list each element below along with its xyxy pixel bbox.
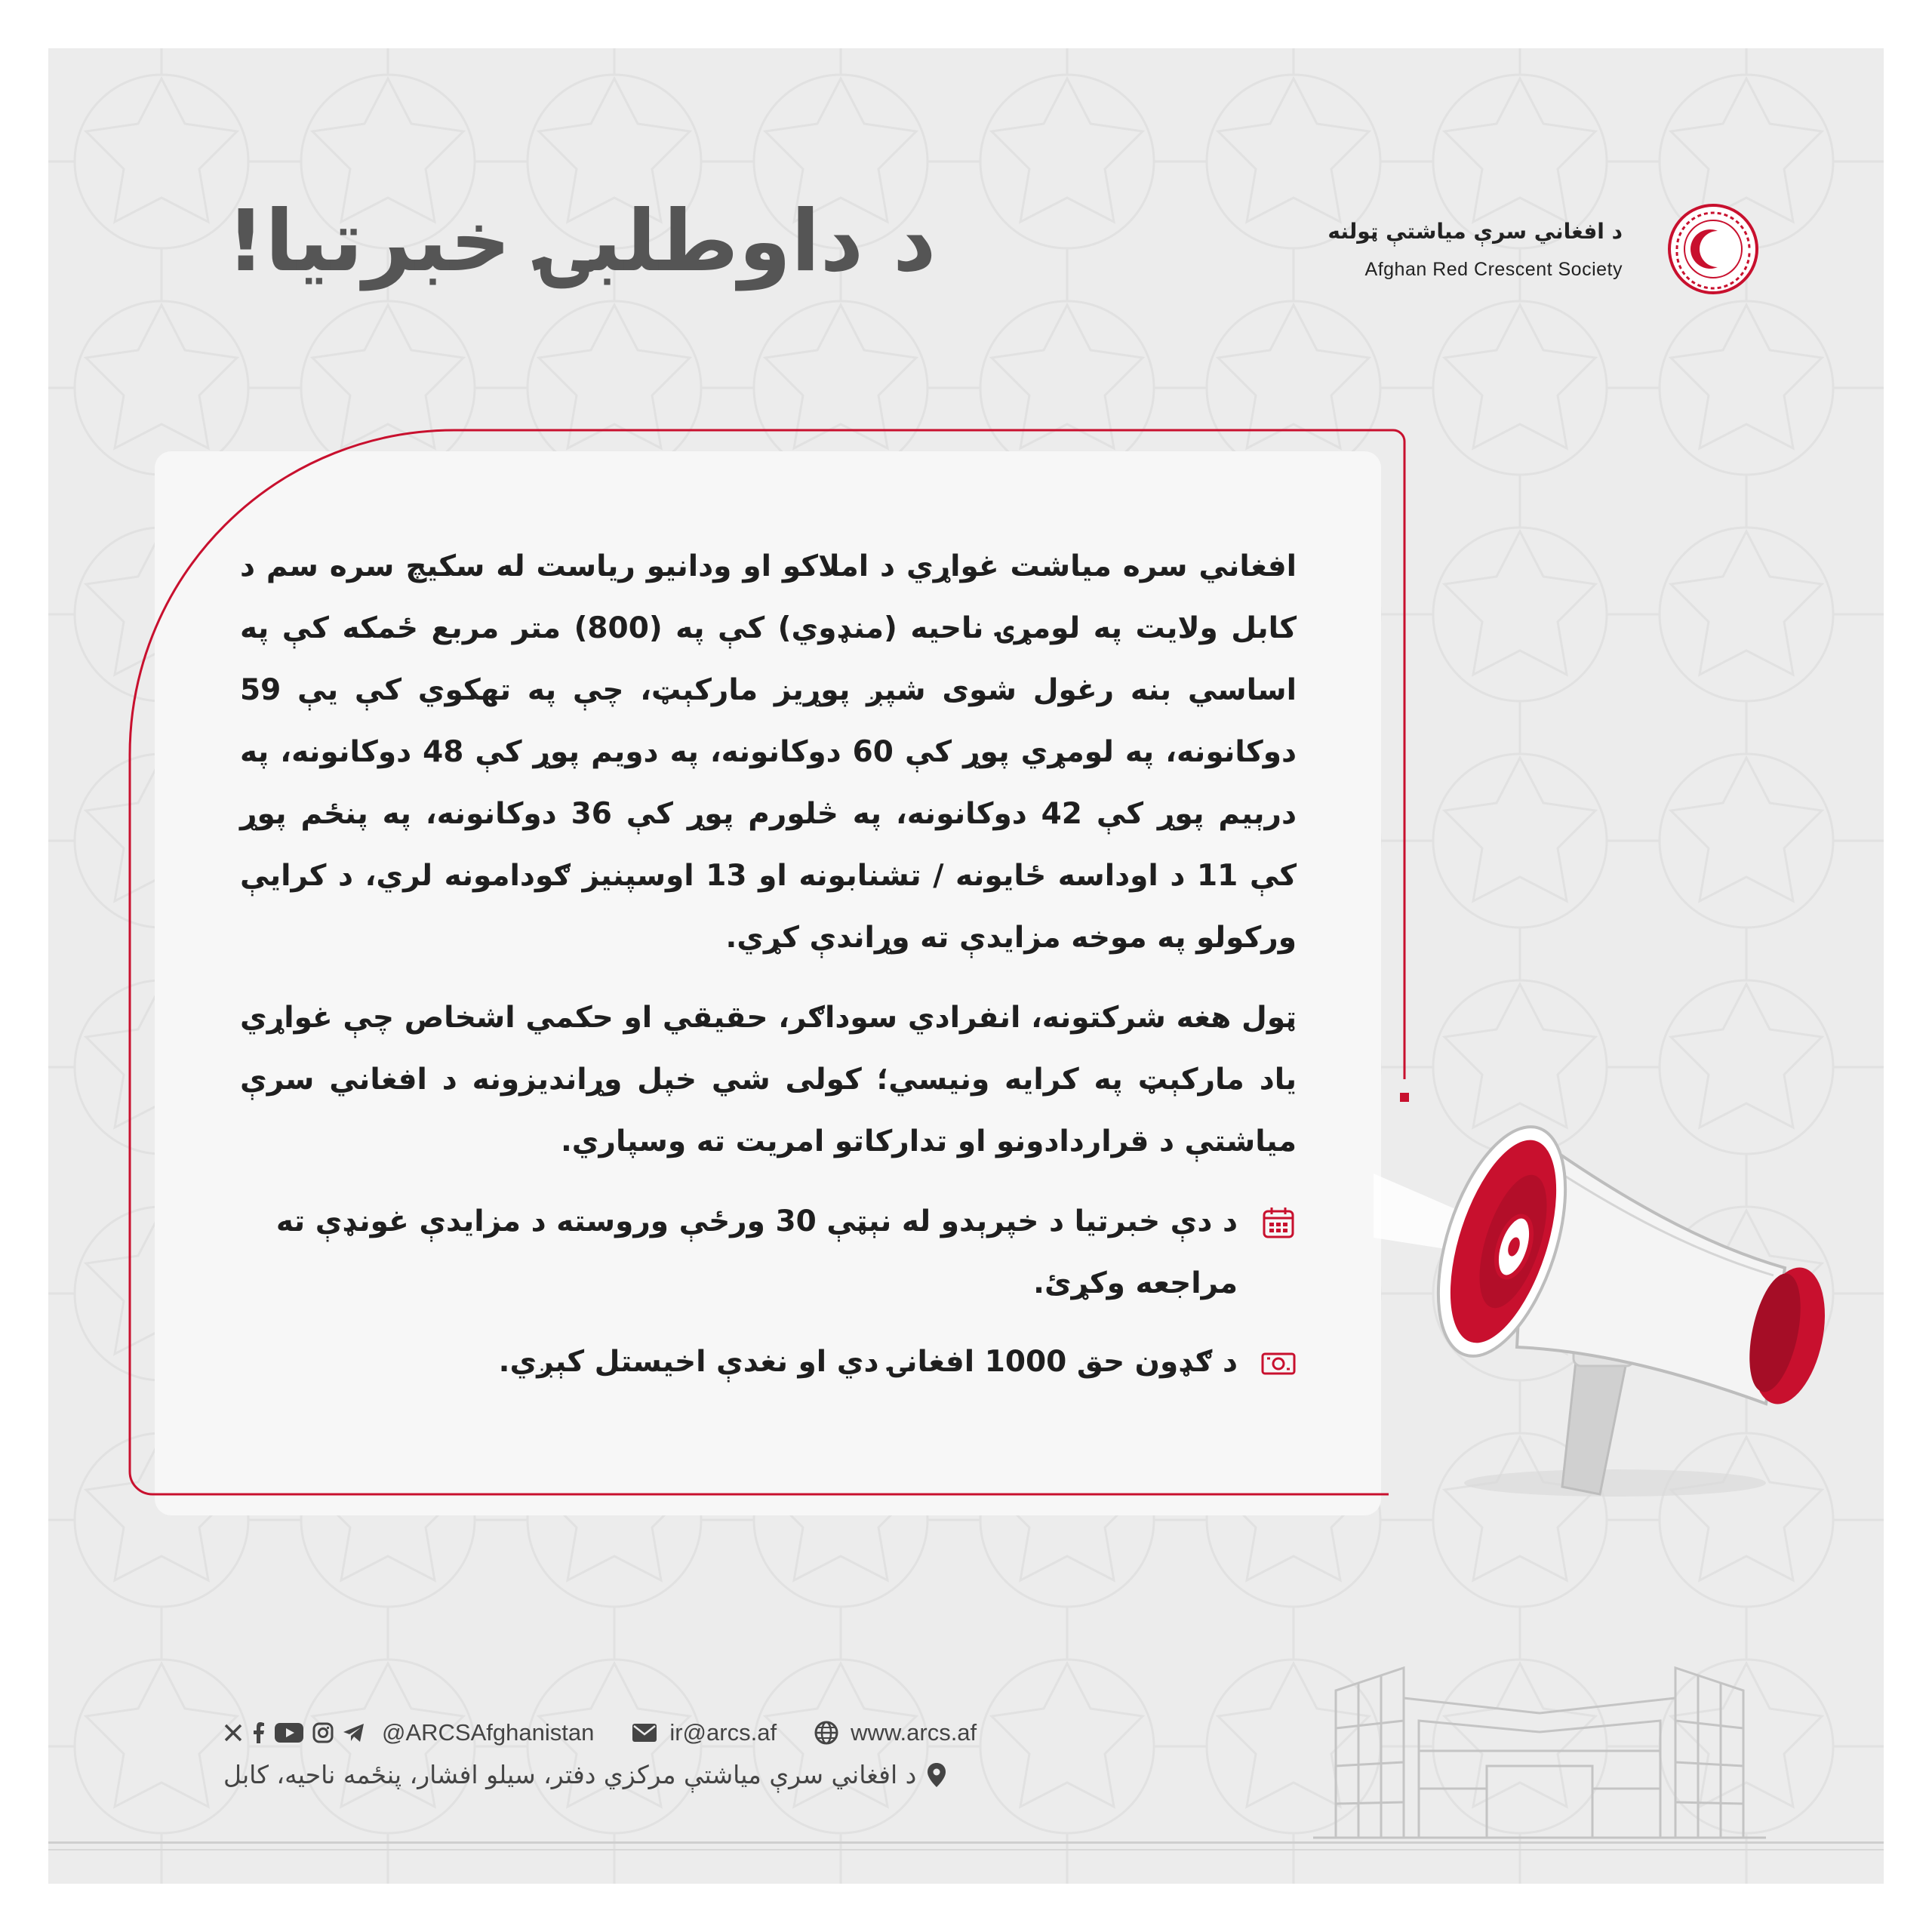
page-title: د داوطلبۍ خبرتیا!	[226, 192, 937, 291]
calendar-icon	[1260, 1204, 1297, 1241]
x-icon[interactable]	[223, 1723, 243, 1743]
email-address[interactable]: ir@arcs.af	[669, 1719, 777, 1746]
facebook-icon[interactable]	[252, 1722, 266, 1743]
telegram-icon[interactable]	[343, 1722, 365, 1743]
notice-body	[240, 536, 1297, 1393]
email-icon	[632, 1723, 657, 1743]
location-pin-icon	[927, 1762, 946, 1788]
megaphone-illustration	[1374, 1087, 1841, 1509]
bullet-deadline-text: د دې خبرتیا د خپرېدو له نېټې 30 ورځې وروسته د مزایدې غونډې ته مراجعه وکړئ.	[275, 1204, 1238, 1300]
instagram-icon[interactable]	[312, 1722, 334, 1743]
footer-divider	[48, 1841, 1884, 1844]
bullet-fee-text: د ګډون حق 1000 افغانۍ دي او نغدې اخیستل کېږي.	[498, 1345, 1238, 1379]
footer-email[interactable]	[632, 1719, 777, 1746]
organization-name-pashto: د افغاني سرې میاشتې ټولنه	[1327, 219, 1623, 244]
youtube-icon[interactable]	[275, 1722, 303, 1743]
address-text: د افغاني سرې میاشتې مرکزي دفتر، سیلو افشار، پنځمه ناحیه، کابل	[223, 1760, 917, 1789]
globe-icon	[814, 1721, 838, 1745]
organization-name-english: Afghan Red Crescent Society	[1364, 259, 1623, 280]
notice-paragraph-2: ټول هغه شرکتونه، انفرادي سوداګر، حقیقي او حکمي اشخاص چې غواړي یاد مارکېټ په کرایه ونیسي؛ کولی شي خپل وړاندیزونه د افغاني سرې میاشتې د قراردادونو او تدارکاتو امریت ته وسپاري.	[240, 1001, 1297, 1158]
notice-paragraph-1: افغاني سره میاشت غواړي د املاکو او ودانیو ریاست له سکیچ سره سم د کابل ولایت په لومړۍ ناحیه (منډوي) کې په (800) متر مربع ځمکه کې په اساسي بنه رغول شوی شپږ پوړیز مارکېټ، چې په تهکوي کې یې 59 دوکانونه، په لومړي پوړ کې 60 دوکانونه، په دویم پوړ کې 48 دوکانونه، په درېیم پوړ کې 42 دوکانونه، په څلورم پوړ کې 36 دوکانونه، په پنځم پوړ کې 11 د اوداسه ځایونه / تشنابونه او 13 اوسپنیز ګودامونه لري، د کرایې ورکولو په موخه مزایدې ته وړاندې کړي.	[240, 549, 1297, 955]
website-url[interactable]: www.arcs.af	[851, 1719, 977, 1746]
footer-address	[223, 1760, 1016, 1789]
footer-website[interactable]	[814, 1719, 977, 1746]
bullet-fee	[240, 1331, 1297, 1393]
footer-contacts	[223, 1715, 1014, 1751]
bullet-deadline	[240, 1191, 1297, 1315]
social-handle[interactable]: @ARCSAfghanistan	[382, 1719, 595, 1746]
footer-divider-secondary	[48, 1849, 1884, 1850]
social-icons	[223, 1722, 365, 1743]
money-icon	[1260, 1345, 1297, 1381]
building-illustration	[1313, 1653, 1766, 1849]
